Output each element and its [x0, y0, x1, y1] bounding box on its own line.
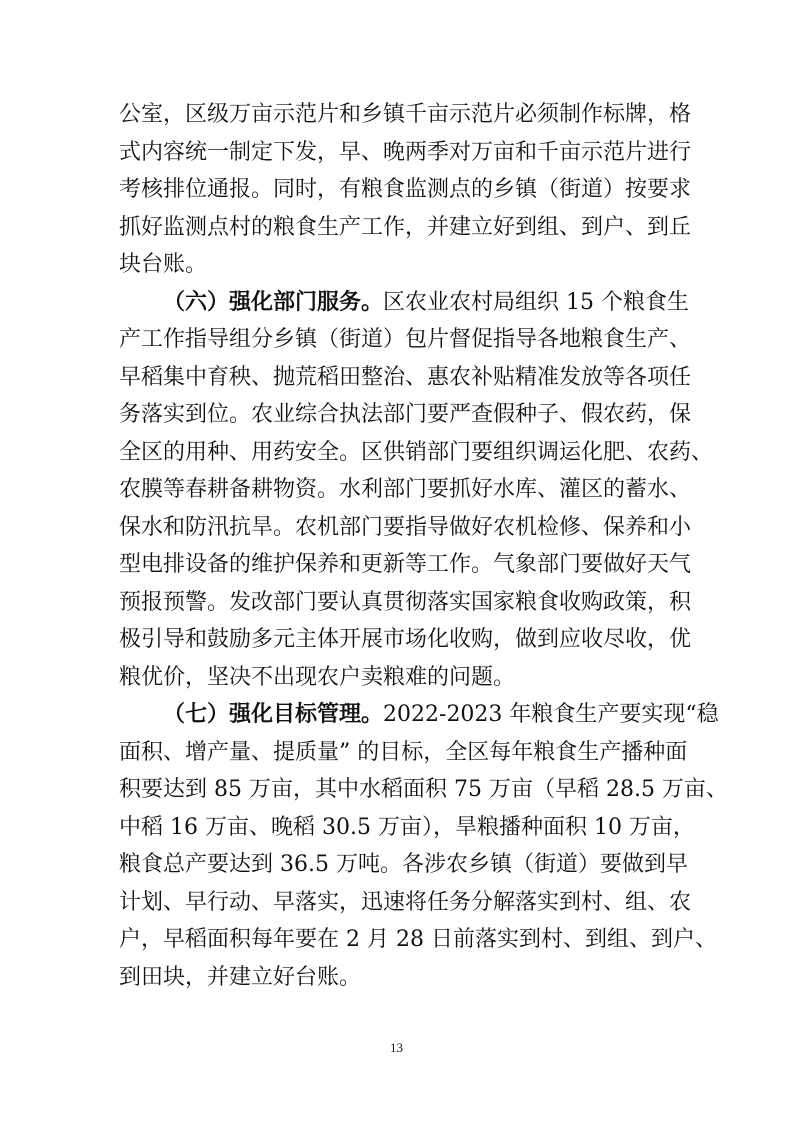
text-line	[119, 696, 719, 734]
text-line: 型电排设备的维护保养和更新等工作。气象部门要做好天气	[119, 552, 692, 577]
paragraph-continuation	[119, 96, 692, 284]
text-line: 到田块，并建立好台账。	[119, 964, 362, 990]
text-line: 中稻 16 万亩、晚稻 30.5 万亩），旱粮播种面积 10 万亩，	[119, 814, 695, 840]
paragraph-department-services	[119, 284, 714, 697]
paragraph-target-management	[119, 696, 728, 996]
document-body	[119, 96, 728, 996]
text-line: 粮优价，坚决不出现农户卖粮难的问题。	[119, 664, 516, 690]
heading-line-text: 2022-2023 年粮食生产要实现“稳	[383, 702, 719, 727]
text-line: 产工作指导组分乡镇（街道）包片督促指导各地粮食生产、	[119, 327, 692, 352]
text-line: 公室，区级万亩示范片和乡镇千亩示范片必须制作标牌，格	[119, 102, 692, 127]
text-line: 保水和防汛抗旱。农机部门要指导做好农机检修、保养和小	[119, 514, 692, 540]
section-heading: （六）强化部门服务。	[163, 288, 384, 315]
text-line: 全区的用种、用药安全。区供销部门要组织调运化肥、农药、	[119, 439, 714, 465]
text-line	[119, 284, 689, 322]
text-line: 务落实到位。农业综合执法部门要严查假种子、假农药，保	[119, 402, 692, 427]
text-line: 抓好监测点村的粮食生产工作，并建立好到组、到户、到丘	[119, 214, 692, 240]
text-line: 极引导和鼓励多元主体开展市场化收购，做到应收尽收，优	[119, 627, 692, 652]
text-line: 农膜等春耕备耕物资。水利部门要抓好水库、灌区的蓄水、	[119, 477, 692, 502]
text-line: 块台账。	[119, 252, 208, 277]
text-line: 预报预警。发改部门要认真贯彻落实国家粮食收购政策，积	[119, 589, 692, 615]
section-heading: （七）强化目标管理。	[163, 701, 384, 727]
text-line: 计划、早行动、早落实，迅速将任务分解落实到村、组、农	[119, 889, 692, 915]
heading-line-text: 区农业农村局组织 15 个粮食生	[383, 289, 689, 315]
text-line: 考核排位通报。同时，有粮食监测点的乡镇（街道）按要求	[119, 177, 692, 202]
text-line: 早稻集中育秧、抛荒稻田整治、惠农补贴精准发放等各项任	[119, 364, 692, 390]
text-line: 面积、增产量、提质量” 的目标，全区每年粮食生产播种面	[119, 739, 688, 765]
text-line: 积要达到 85 万亩，其中水稻面积 75 万亩（早稻 28.5 万亩、	[119, 777, 728, 802]
text-line: 粮食总产要达到 36.5 万吨。各涉农乡镇（街道）要做到早	[119, 852, 688, 877]
text-line: 式内容统一制定下发，早、晚两季对万亩和千亩示范片进行	[119, 139, 692, 165]
text-line: 户，早稻面积每年要在 2 月 28 日前落实到村、到组、到户、	[119, 927, 717, 952]
page-number: 13	[390, 1040, 403, 1055]
